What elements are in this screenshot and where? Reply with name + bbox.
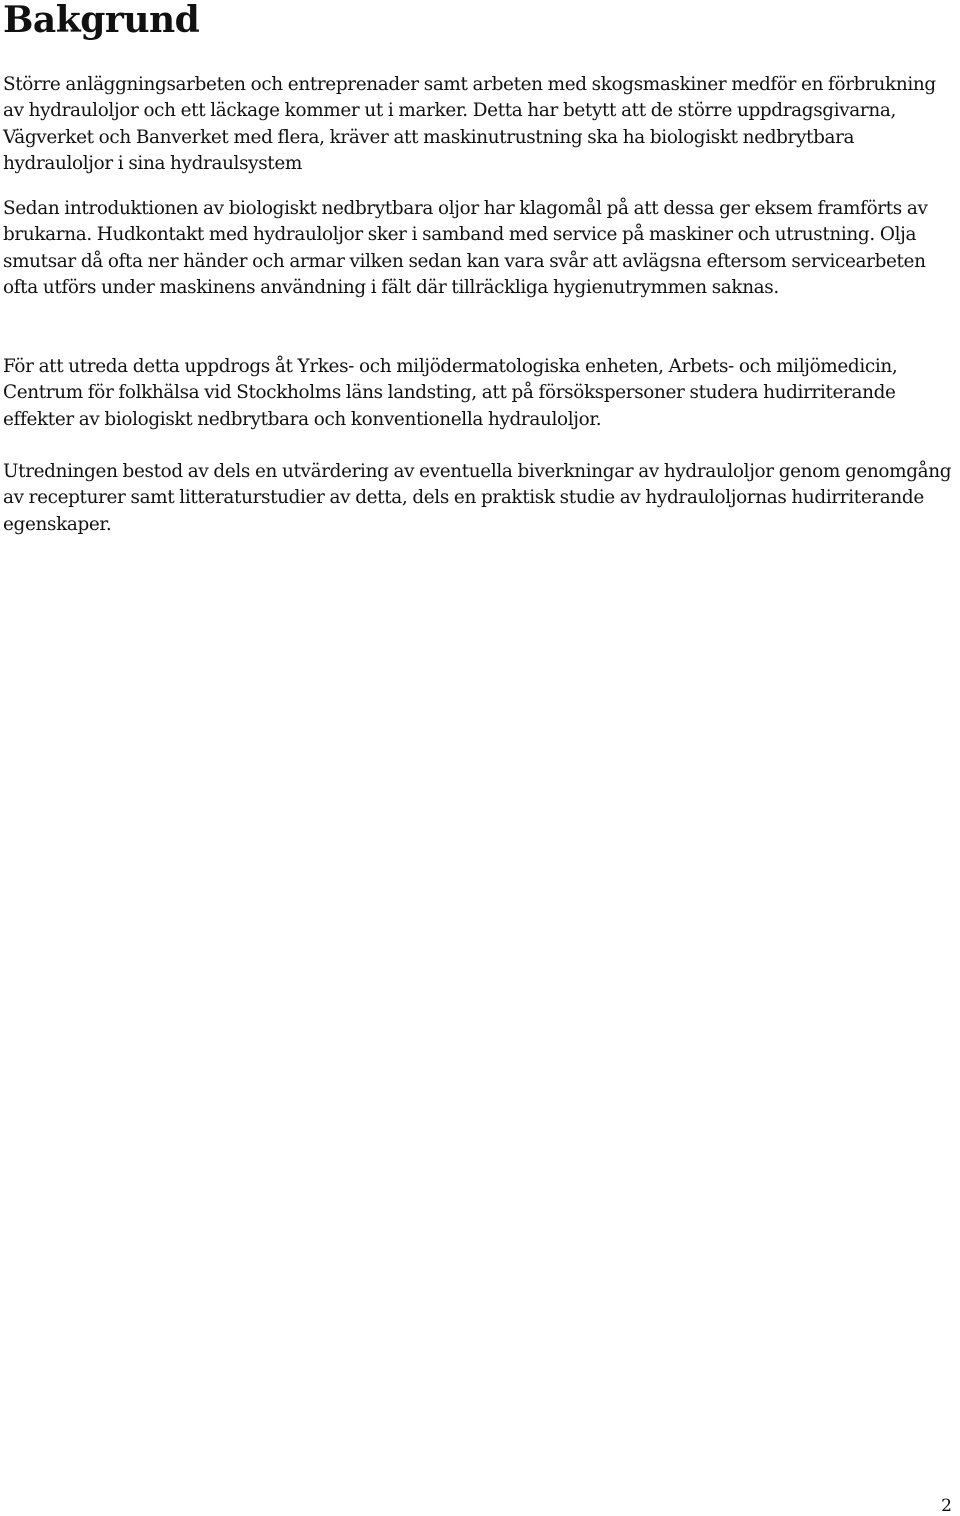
- paragraph-2: Sedan introduktionen av biologiskt nedbrytbara oljor har klagomål på att dessa ger eksem framförts av brukarna. Hudkontakt med hydrauloljor sker i samband med service på maskiner och utrustning. Olja smutsar då ofta ner händer och armar vilken sedan kan vara svår att avlägsna eftersom servicearbeten ofta utförs under maskinens användning i fält där tillräckliga hygienutrymmen saknas.: [3, 198, 928, 299]
- paragraph-4: Utredningen bestod av dels en utvärdering av eventuella biverkningar av hydrauloljor genom genomgång av recepturer samt litteraturstudier av detta, dels en praktisk studie av hydrauloljornas hudirriterande egenskaper.: [3, 461, 952, 535]
- section-heading: Bakgrund: [3, 0, 200, 41]
- document-page: [3, 0, 955, 535]
- paragraph-1: Större anläggningsarbeten och entreprenader samt arbeten med skogsmaskiner medför en förbrukning av hydrauloljor och ett läckage kommer ut i marker. Detta har betytt att de större uppdragsgivarna, Vägverket och Banverket med flera, kräver att maskinutrustning ska ha biologiskt nedbrytbara hydrauloljor i sina hydraulsystem: [3, 74, 936, 175]
- page-number: 2: [941, 1496, 952, 1516]
- paragraph-3: För att utreda detta uppdrogs åt Yrkes- och miljödermatologiska enheten, Arbets- och miljömedicin, Centrum för folkhälsa vid Stockholms läns landsting, att på försökspersoner studera hudirriterande effekter av biologiskt nedbrytbara och konventionella hydrauloljor.: [3, 356, 898, 430]
